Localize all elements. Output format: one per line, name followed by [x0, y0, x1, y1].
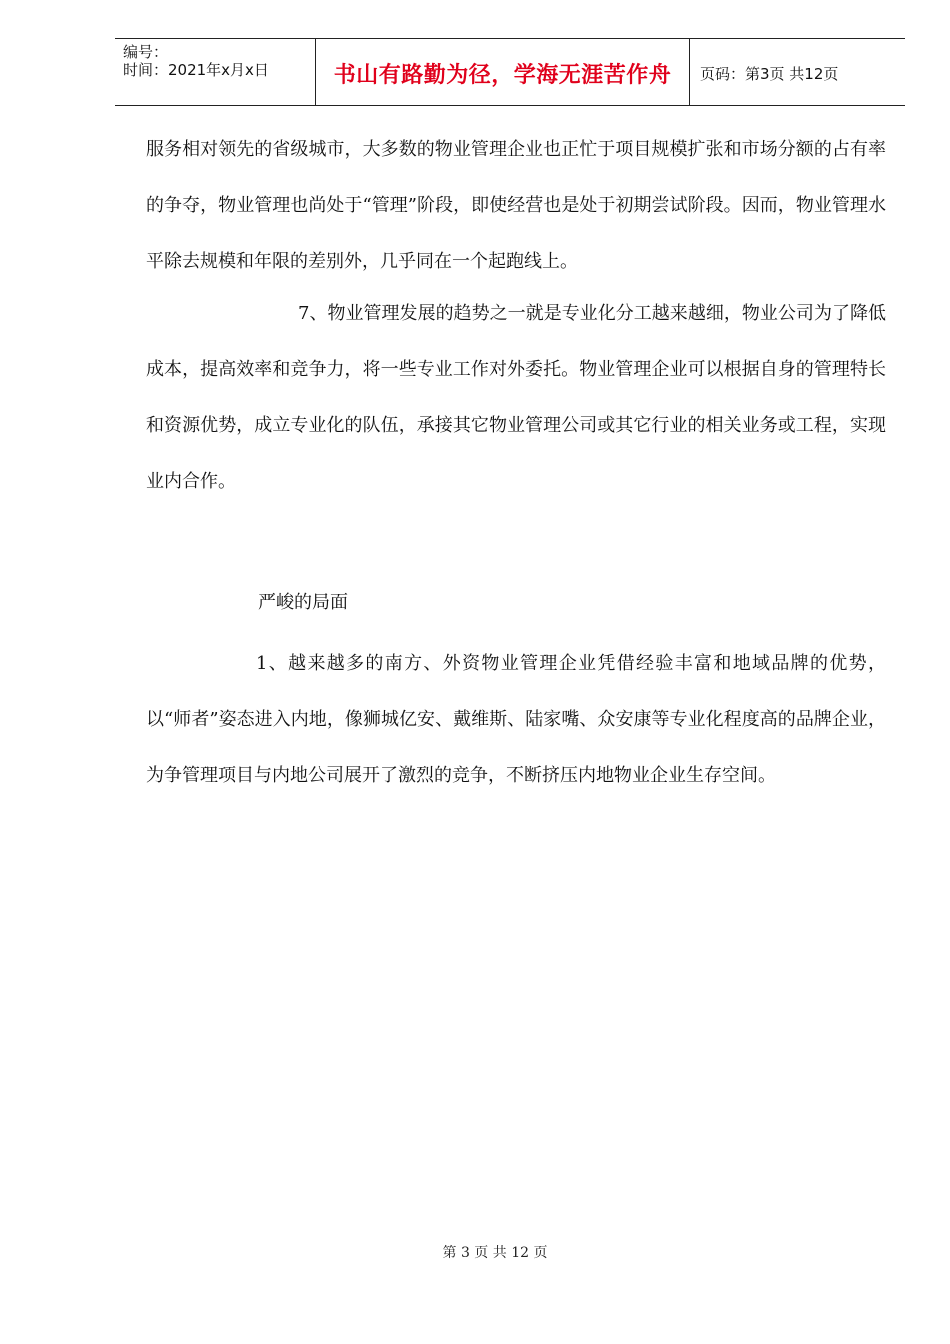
body-paragraph-3	[146, 636, 886, 804]
body-paragraph-1	[146, 122, 886, 290]
document-time-label: 时间：2021年x月x日	[123, 61, 269, 79]
paragraph-text: 服务相对领先的省级城市，大多数的物业管理企业也正忙于项目规模扩张和市场分额的占有率的争夺，物业管理也尚处于“管理”阶段，即使经营也是处于初期尝试阶段。因而，物业管理水平除去规模和年限的差别外，几乎同在一个起跑线上。	[146, 139, 886, 272]
header-motto: 书山有路勤为径，学海无涯苦作舟	[333, 63, 672, 88]
header-page-cell	[690, 39, 905, 105]
body-paragraph-2	[146, 286, 886, 510]
header-info-cell	[115, 39, 316, 105]
header-page-number: 页码：第3页 共12页	[700, 65, 839, 83]
header-motto-cell	[316, 39, 690, 105]
section-heading: 严峻的局面	[258, 592, 348, 613]
document-header	[115, 38, 905, 106]
document-code-label: 编号：	[123, 43, 169, 61]
page-footer: 第 3 页 共 12 页	[442, 1245, 548, 1261]
paragraph-text: 1、越来越多的南方、外资物业管理企业凭借经验丰富和地域品牌的优势，以“师者”姿态进入内地，像狮城亿安、戴维斯、陆家嘴、众安康等专业化程度高的品牌企业，为争管理项目与内地公司展开了激烈的竞争，不断挤压内地物业企业生存空间。	[146, 653, 886, 786]
paragraph-text: 7、物业管理发展的趋势之一就是专业化分工越来越细，物业公司为了降低成本，提高效率和竞争力，将一些专业工作对外委托。物业管理企业可以根据自身的管理特长和资源优势，成立专业化的队伍，承接其它物业管理公司或其它行业的相关业务或工程，实现业内合作。	[146, 303, 886, 492]
